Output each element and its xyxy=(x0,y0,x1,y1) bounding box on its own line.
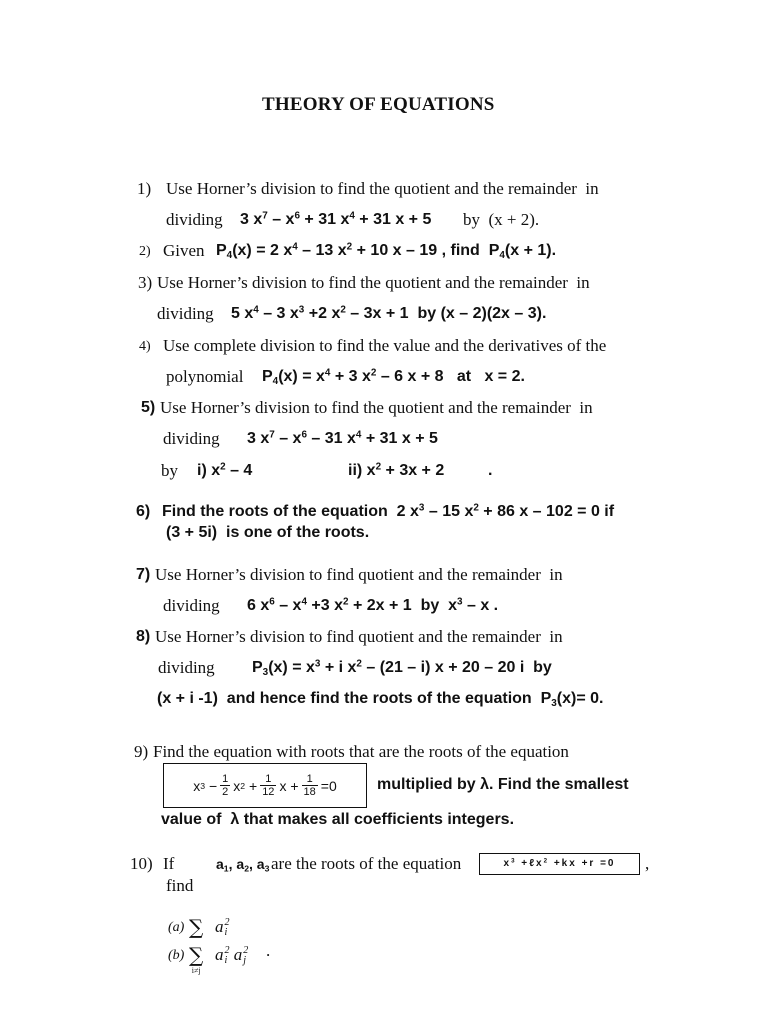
problem-1-divisor: by (x + 2). xyxy=(463,210,540,229)
text-run: + xyxy=(245,777,258,794)
part-a-expression xyxy=(215,916,230,938)
summation-limit: i≠j xyxy=(191,966,201,975)
text-run: (x) = 2 x xyxy=(232,242,293,259)
text-run: + 31 x xyxy=(299,211,350,228)
superscript: 2 xyxy=(224,945,230,957)
problem-10-equation-box xyxy=(479,853,640,875)
page-title: THEORY OF EQUATIONS xyxy=(262,94,495,115)
text-run: (x + 1). xyxy=(504,242,557,259)
text-run: , a xyxy=(228,856,245,872)
problem-9-boxed-equation: x 3 − $\frac{1}{2}$ x 2 + $\frac{1}{12}$ x + $\frac{1}{18}$ =0 xyxy=(193,773,337,798)
problem-5-dividing-label: dividing xyxy=(163,429,220,448)
problem-8-text-continued xyxy=(157,688,603,710)
text-run: , a xyxy=(249,856,265,872)
problem-8-text: Use Horner’s division to find quotient and the remainder in xyxy=(155,627,563,646)
superscript: 2 xyxy=(473,502,479,514)
text-run: – 13 x xyxy=(297,242,347,259)
text-run: ii) x xyxy=(348,462,376,479)
text-run: a xyxy=(215,945,224,964)
problem-10-number: 10) xyxy=(130,854,153,873)
fraction-denominator: 12 xyxy=(262,786,275,798)
superscript: 2 xyxy=(220,461,226,473)
text-run: +2 x xyxy=(304,305,341,322)
problem-2-number: 2) xyxy=(139,244,151,259)
problem-10-boxed-equation xyxy=(504,857,616,871)
fraction-numerator: 1 xyxy=(260,773,276,786)
subscript: 3 xyxy=(551,697,557,709)
problem-5-end-period: . xyxy=(488,462,493,479)
problem-5-option-ii xyxy=(348,460,444,482)
index-pair xyxy=(243,946,248,966)
problem-5-option-i xyxy=(197,460,252,482)
part-b-label: (b) xyxy=(168,948,185,963)
superscript: 2 xyxy=(543,857,550,865)
fraction xyxy=(260,773,276,798)
fraction-denominator: 18 xyxy=(303,786,316,798)
text-run: + 86 x – 102 = 0 if xyxy=(478,503,615,520)
problem-2-given-label: Given xyxy=(163,241,205,260)
text-run: i) x xyxy=(197,462,221,479)
summation-symbol: ∑ xyxy=(189,915,204,939)
problem-6-number: 6) xyxy=(136,503,151,520)
summation-symbol: ∑ xyxy=(189,943,204,967)
text-run: P xyxy=(262,368,273,385)
text-run: Find the roots of the equation 2 x xyxy=(162,503,419,520)
superscript: 6 xyxy=(294,210,300,222)
subscript: 4 xyxy=(499,249,505,261)
problem-4-polynomial-label: polynomial xyxy=(166,367,244,386)
problem-10-text: are the roots of the equation xyxy=(271,854,462,873)
problem-5-number: 5) xyxy=(141,399,156,416)
problem-4-text: Use complete division to find the value and the derivatives of the xyxy=(163,336,607,355)
problem-3-dividing-label: dividing xyxy=(157,304,214,323)
text-run: – (21 – i) x + 20 – 20 i by xyxy=(361,659,552,676)
text-run: + 3 x xyxy=(330,368,371,385)
superscript: 4 xyxy=(253,304,259,316)
superscript: 3 xyxy=(511,857,517,865)
text-run: + i x xyxy=(320,659,357,676)
fraction-denominator: 2 xyxy=(222,786,229,798)
summation xyxy=(189,915,203,939)
superscript: 6 xyxy=(269,596,275,608)
fraction xyxy=(302,773,318,798)
text-run: a xyxy=(229,945,243,964)
subscript: 4 xyxy=(226,249,233,261)
text-run: − xyxy=(205,777,218,794)
part-b-end-period: . xyxy=(266,941,271,960)
problem-5-by-label: by xyxy=(161,461,178,480)
text-run: – x xyxy=(274,430,302,447)
problem-8-number: 8) xyxy=(136,628,151,645)
text-run: x xyxy=(503,858,512,869)
text-run: x xyxy=(193,777,201,794)
text-run: + 2x + 1 by x xyxy=(348,597,458,614)
problem-9-number: 9) xyxy=(134,742,149,761)
text-run: – 15 x xyxy=(424,503,474,520)
superscript: 4 xyxy=(355,429,362,441)
text-run: (x)= 0. xyxy=(556,690,604,707)
fraction xyxy=(220,773,230,798)
problem-4-number: 4) xyxy=(139,339,151,354)
subscript: i xyxy=(224,927,228,939)
text-run: (x + i -1) and hence find the roots of the equation P xyxy=(157,690,552,707)
text-run: – 31 x xyxy=(306,430,356,447)
problem-4-expression xyxy=(262,366,525,388)
problem-5-expression xyxy=(247,428,438,450)
problem-10-if-label: If xyxy=(163,854,175,873)
subscript: 4 xyxy=(272,375,279,387)
problem-1-dividing-label: dividing xyxy=(166,210,223,229)
fraction-numerator: 1 xyxy=(302,773,318,786)
text-run: + 3x + 2 xyxy=(381,462,445,479)
superscript: 7 xyxy=(269,429,275,441)
text-run: P xyxy=(252,659,263,676)
text-run: x + xyxy=(279,777,299,794)
superscript: 2 xyxy=(343,596,349,608)
text-run: – x . xyxy=(462,597,499,614)
problem-10-roots xyxy=(216,853,269,875)
text-run: P xyxy=(216,242,227,259)
text-run: – x xyxy=(274,597,302,614)
text-run: +3 x xyxy=(306,597,343,614)
text-run: +ℓx xyxy=(516,858,544,869)
text-run: +kx +r =0 xyxy=(549,858,616,869)
text-run: (x) = x xyxy=(278,368,325,385)
superscript: 4 xyxy=(301,596,307,608)
text-run: – 3 x xyxy=(258,305,299,322)
summation xyxy=(189,943,203,975)
problem-7-dividing-label: dividing xyxy=(163,596,220,615)
text-run: x xyxy=(233,777,241,794)
problem-9-text-continued: value of λ that makes all coefficients integers. xyxy=(161,811,515,828)
problem-3-number: 3) xyxy=(138,273,153,292)
problem-2-expression xyxy=(216,240,556,262)
superscript: 4 xyxy=(324,367,331,379)
superscript: 3 xyxy=(457,596,463,608)
superscript: 3 xyxy=(298,304,305,316)
superscript: 2 xyxy=(243,945,249,957)
subscript: 3 xyxy=(264,863,270,874)
problem-1-text: Use Horner’s division to find the quotient and the remainder in xyxy=(166,179,599,198)
superscript: 2 xyxy=(375,461,382,473)
problem-6-text xyxy=(162,501,614,523)
subscript: 1 xyxy=(223,863,229,874)
text-run: 5 x xyxy=(231,305,254,322)
problem-8-expression xyxy=(252,657,552,679)
superscript: 3 xyxy=(418,502,425,514)
problem-5-text: Use Horner’s division to find the quotient and the remainder in xyxy=(160,398,593,417)
superscript: 7 xyxy=(262,210,268,222)
text-run: 3 x xyxy=(240,211,263,228)
problem-1-number: 1) xyxy=(137,179,152,198)
superscript: 4 xyxy=(349,210,355,222)
part-a-summation xyxy=(189,915,203,941)
superscript: 6 xyxy=(301,429,307,441)
subscript: j xyxy=(243,955,247,967)
problem-9-text-after-box: multiplied by λ. Find the smallest xyxy=(377,776,629,793)
subscript: 2 xyxy=(244,863,250,874)
problem-10-find-label: find xyxy=(166,876,194,895)
text-run: – 3x + 1 by (x – 2)(2x – 3). xyxy=(345,305,547,322)
problem-7-number: 7) xyxy=(136,566,151,583)
superscript: 2 xyxy=(346,241,353,253)
text-run: (x) = x xyxy=(268,659,315,676)
superscript: 4 xyxy=(292,241,298,253)
text-run: + 31 x + 5 xyxy=(361,430,438,447)
text-run: + 10 x – 19 , find P xyxy=(352,242,500,259)
problem-9-equation-box xyxy=(163,763,367,808)
fraction-numerator: 1 xyxy=(222,773,229,785)
problem-9-text: Find the equation with roots that are the roots of the equation xyxy=(153,742,569,761)
part-b-summation xyxy=(189,943,203,975)
superscript: 2 xyxy=(356,658,362,670)
text-run: a xyxy=(215,917,224,936)
problem-3-text: Use Horner’s division to find the quotient and the remainder in xyxy=(157,273,590,292)
part-a-label: (a) xyxy=(168,920,185,935)
text-run: – 4 xyxy=(225,462,253,479)
problem-10-comma: , xyxy=(645,854,650,873)
text-run: 3 x xyxy=(247,430,270,447)
superscript: 2 xyxy=(370,367,377,379)
superscript: 2 xyxy=(224,917,230,929)
text-run: + 31 x + 5 xyxy=(354,211,432,228)
text-run: 6 x xyxy=(247,597,270,614)
subscript: i xyxy=(224,955,228,967)
problem-6-text-continued: (3 + 5i) is one of the roots. xyxy=(166,524,370,541)
superscript: 3 xyxy=(314,658,321,670)
part-b-expression xyxy=(215,944,248,966)
problem-7-text: Use Horner’s division to find quotient and the remainder in xyxy=(155,565,563,584)
text-run: – 6 x + 8 at x = 2. xyxy=(376,368,525,385)
text-run: – x xyxy=(267,211,295,228)
text-run: =0 xyxy=(320,777,337,794)
index-pair xyxy=(225,918,230,938)
superscript: 2 xyxy=(340,304,346,316)
text-run: a xyxy=(216,856,224,872)
subscript: 3 xyxy=(262,666,269,678)
problem-1-expression xyxy=(240,209,431,231)
problem-3-expression xyxy=(231,303,546,325)
problem-8-dividing-label: dividing xyxy=(158,658,215,677)
problem-7-expression xyxy=(247,595,498,617)
